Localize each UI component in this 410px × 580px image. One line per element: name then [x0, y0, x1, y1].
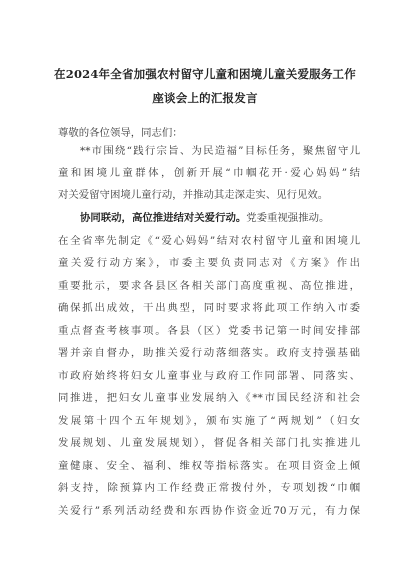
paragraph-1-line: **市围绕“践行宗旨、为民造福”目标任务，聚焦留守儿 [80, 145, 360, 157]
paragraph-2-line: 童健康、安全、福利、维权等指标落实。在项目资金上倾 [58, 460, 360, 472]
paragraph-2-line: 童关爱行动方案》，市委主要负责同志对《方案》作出 [58, 257, 360, 269]
paragraph-2-line: 重要批示，要求各县区各相关部门高度重视、高位推进， [58, 280, 360, 292]
paragraph-2-line: 发展规划、儿童发展规划），督促各相关部门扎实推进儿 [58, 437, 360, 449]
paragraph-2-line: 重点督查考核事项。各县（区）党委书记第一时间安排部 [58, 325, 360, 337]
paragraph-2-line: 同推进，把妇女儿童事业发展纳入《**市国民经济和社会 [58, 392, 360, 404]
paragraph-2-line: 确保抓出成效，干出典型，同时要求将此项工作纳入市委 [58, 302, 360, 314]
paragraph-2-line: 署并亲自督办，助推关爱行动落细落实。政府支持强基础 [58, 347, 360, 359]
document-title-line-1: 在2024年全省加强农村留守儿童和困境儿童关爱服务工作 [54, 67, 356, 81]
document-title-line-2: 座谈会上的汇报发言 [152, 91, 258, 105]
salutation: 尊敬的各位领导，同志们： [58, 127, 183, 139]
paragraph-1-line: 对关爱留守困境儿童行动，并推动其走深走实、见行见效。 [58, 189, 329, 201]
section-heading: 协同联动，高位推进结对关爱行动。 [80, 212, 247, 224]
paragraph-1-line: 童和困境儿童群体，创新开展“巾帼花开·爱心妈妈”结 [58, 167, 360, 179]
paragraph-2-line: 关爱行”系列活动经费和东西协作资金近70万元，有力保 [58, 505, 360, 517]
section-heading-tail: 党委重视强推动。 [246, 212, 330, 224]
paragraph-2-line: 在全省率先制定《“爱心妈妈”结对农村留守儿童和困境儿 [58, 235, 360, 247]
paragraph-2-line: 斜支持，除预算内工作经费正常拨付外，专项划拨“巾帼 [58, 482, 360, 494]
section-heading-line [80, 211, 360, 225]
paragraph-2-line: 发展第十四个五年规划》，颁布实施了“两规划”（妇女 [58, 415, 360, 427]
paragraph-2-line: 市政府始终将妇女儿童事业与政府工作同部署、同落实、 [58, 370, 360, 382]
